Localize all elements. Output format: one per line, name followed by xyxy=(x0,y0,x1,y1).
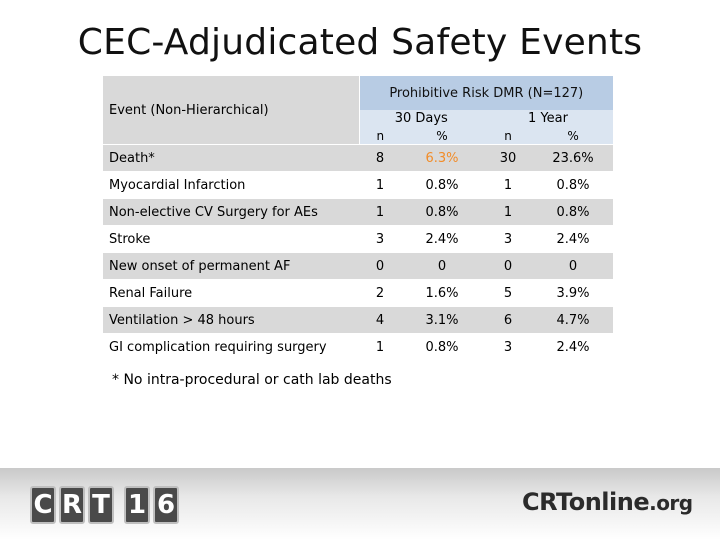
cell-n-1y: 6 xyxy=(483,307,533,334)
cell-n-30: 0 xyxy=(359,253,401,280)
cell-pct-1y: 2.4% xyxy=(533,334,613,361)
row-label: GI complication requiring surgery xyxy=(103,334,359,361)
crtonline-logo-tld: .org xyxy=(649,491,693,515)
table-row xyxy=(103,253,613,280)
col-n-1y: n xyxy=(483,127,533,145)
cell-pct-1y: 0 xyxy=(533,253,613,280)
crtonline-logo-main: CRTonline xyxy=(522,488,650,516)
slide-title: CEC-Adjudicated Safety Events xyxy=(77,22,643,63)
col-pct-30: % xyxy=(401,127,483,145)
safety-events-table-container xyxy=(103,76,613,361)
cell-pct-1y: 23.6% xyxy=(533,145,613,172)
table-row xyxy=(103,307,613,334)
row-label: Ventilation > 48 hours xyxy=(103,307,359,334)
cell-n-30: 1 xyxy=(359,199,401,226)
crt-logo-letter: T xyxy=(88,486,114,524)
cell-pct-30: 0 xyxy=(401,253,483,280)
cell-n-1y: 3 xyxy=(483,226,533,253)
cell-n-1y: 5 xyxy=(483,280,533,307)
cell-pct-30-highlight: 6.3% xyxy=(401,145,483,172)
cell-pct-30: 0.8% xyxy=(401,199,483,226)
crtonline-logo xyxy=(522,488,693,516)
row-header-label: Event (Non-Hierarchical) xyxy=(103,76,359,145)
cell-pct-1y: 2.4% xyxy=(533,226,613,253)
table-row xyxy=(103,172,613,199)
cell-pct-30: 2.4% xyxy=(401,226,483,253)
row-label: Non-elective CV Surgery for AEs xyxy=(103,199,359,226)
period-30-days: 30 Days xyxy=(359,110,483,127)
cell-n-30: 3 xyxy=(359,226,401,253)
safety-events-table xyxy=(103,76,613,361)
crt-logo-digit: 1 xyxy=(124,486,150,524)
cell-pct-30: 1.6% xyxy=(401,280,483,307)
table-row xyxy=(103,334,613,361)
cell-pct-30: 0.8% xyxy=(401,172,483,199)
cell-pct-1y: 4.7% xyxy=(533,307,613,334)
cell-n-1y: 1 xyxy=(483,199,533,226)
row-label: Stroke xyxy=(103,226,359,253)
cell-n-1y: 0 xyxy=(483,253,533,280)
cell-n-1y: 3 xyxy=(483,334,533,361)
group-header: Prohibitive Risk DMR (N=127) xyxy=(359,76,613,110)
header-row-top xyxy=(103,76,613,110)
row-label: Death* xyxy=(103,145,359,172)
col-n-30: n xyxy=(359,127,401,145)
table-row xyxy=(103,226,613,253)
table-row xyxy=(103,199,613,226)
table-row xyxy=(103,145,613,172)
crt-logo-digit: 6 xyxy=(153,486,179,524)
row-label: Myocardial Infarction xyxy=(103,172,359,199)
col-pct-1y: % xyxy=(533,127,613,145)
cell-pct-30: 0.8% xyxy=(401,334,483,361)
cell-n-1y: 30 xyxy=(483,145,533,172)
crt-logo-spacer xyxy=(117,486,121,524)
row-label: New onset of permanent AF xyxy=(103,253,359,280)
crt-logo-letter: R xyxy=(59,486,85,524)
crt-logo-letter: C xyxy=(30,486,56,524)
cell-n-30: 1 xyxy=(359,172,401,199)
row-label: Renal Failure xyxy=(103,280,359,307)
cell-n-1y: 1 xyxy=(483,172,533,199)
cell-n-30: 2 xyxy=(359,280,401,307)
cell-pct-1y: 3.9% xyxy=(533,280,613,307)
cell-pct-1y: 0.8% xyxy=(533,199,613,226)
cell-pct-1y: 0.8% xyxy=(533,172,613,199)
crt16-logo xyxy=(30,486,179,524)
cell-pct-30: 3.1% xyxy=(401,307,483,334)
cell-n-30: 8 xyxy=(359,145,401,172)
footnote: * No intra-procedural or cath lab deaths xyxy=(112,372,392,388)
cell-n-30: 1 xyxy=(359,334,401,361)
period-1-year: 1 Year xyxy=(483,110,613,127)
cell-n-30: 4 xyxy=(359,307,401,334)
table-row xyxy=(103,280,613,307)
